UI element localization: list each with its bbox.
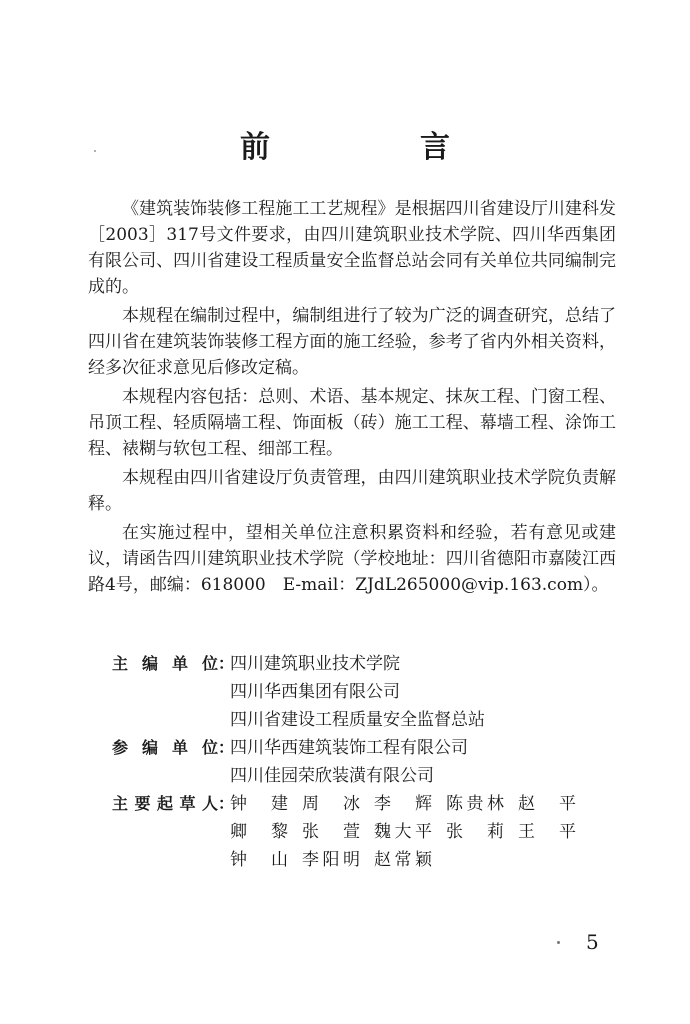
page-title: 前 言 (240, 130, 510, 165)
paragraph-5: 在实施过程中，望相关单位注意积累资料和经验，若有意见或建议，请函告四川建筑职业技术学院（学校地址：四川省德阳市嘉陵江西路4号，邮编：618000 E-mail：ZJdL265000@vip.163.com）。 (88, 523, 616, 595)
chief-units-list (230, 650, 612, 734)
drafter-name: 陈贵林 (446, 794, 504, 814)
drafter-name: 卿黎 (230, 822, 288, 842)
drafter-name: 李辉 (374, 794, 432, 814)
drafter-name: 赵平 (518, 794, 576, 814)
chief-colon: ： (218, 654, 235, 673)
participating-units (112, 734, 612, 790)
paragraph-4: 本规程由四川省建设厅负责管理，由四川建筑职业技术学院负责解释。 (88, 468, 616, 514)
participating-label: 参编单位 (112, 738, 218, 757)
drafter-name: 钟山 (230, 850, 288, 870)
participating-label-wrap (112, 734, 235, 790)
participating-colon: ： (218, 738, 235, 757)
drafter-name: 王平 (518, 822, 576, 842)
drafter-name: 周冰 (302, 794, 360, 814)
drafter-name: 赵常颖 (374, 850, 432, 870)
drafter-name: 钟建 (230, 794, 288, 814)
chief-unit: 四川华西集团有限公司 (230, 682, 400, 702)
participating-unit: 四川佳园荣欣装潢有限公司 (230, 766, 434, 786)
drafter-name: 李阳明 (302, 850, 360, 870)
credits-section (112, 650, 612, 874)
drafters-list (230, 790, 612, 874)
drafter-name: 张莉 (446, 822, 504, 842)
scan-dot (557, 941, 560, 944)
chief-unit: 四川省建设工程质量安全监督总站 (230, 710, 485, 730)
paragraph-1: 《建筑装饰装修工程施工工艺规程》是根据四川省建设厅川建科发［2003］317号文件要求，由四川建筑职业技术学院、四川华西集团有限公司、四川省建设工程质量安全监督总站会同有关单位共同编制完成的。 (88, 199, 616, 297)
chief-editor-units (112, 650, 612, 734)
participating-unit: 四川华西建筑装饰工程有限公司 (230, 738, 468, 758)
chief-label-wrap (112, 650, 235, 734)
drafter-name: 魏大平 (374, 822, 432, 842)
preface-body (88, 196, 616, 601)
main-drafters (112, 790, 612, 874)
chief-unit: 四川建筑职业技术学院 (230, 654, 400, 674)
paragraph-2: 本规程在编制过程中，编制组进行了较为广泛的调查研究，总结了四川省在建筑装饰装修工程方面的施工经验，参考了省内外相关资料，经多次征求意见后修改定稿。 (88, 306, 616, 378)
paragraph-3: 本规程内容包括：总则、术语、基本规定、抹灰工程、门窗工程、吊顶工程、轻质隔墙工程、饰面板（砖）施工工程、幕墙工程、涂饰工程、裱糊与软包工程、细部工程。 (88, 387, 616, 459)
chief-label: 主编单位 (112, 654, 218, 673)
participating-units-list (230, 734, 612, 790)
page-number: 5 (586, 930, 599, 954)
drafters-label: 主要起草人 (112, 794, 218, 813)
drafters-label-wrap (112, 790, 235, 874)
drafters-colon: ： (218, 794, 235, 813)
drafter-name: 张萱 (302, 822, 360, 842)
